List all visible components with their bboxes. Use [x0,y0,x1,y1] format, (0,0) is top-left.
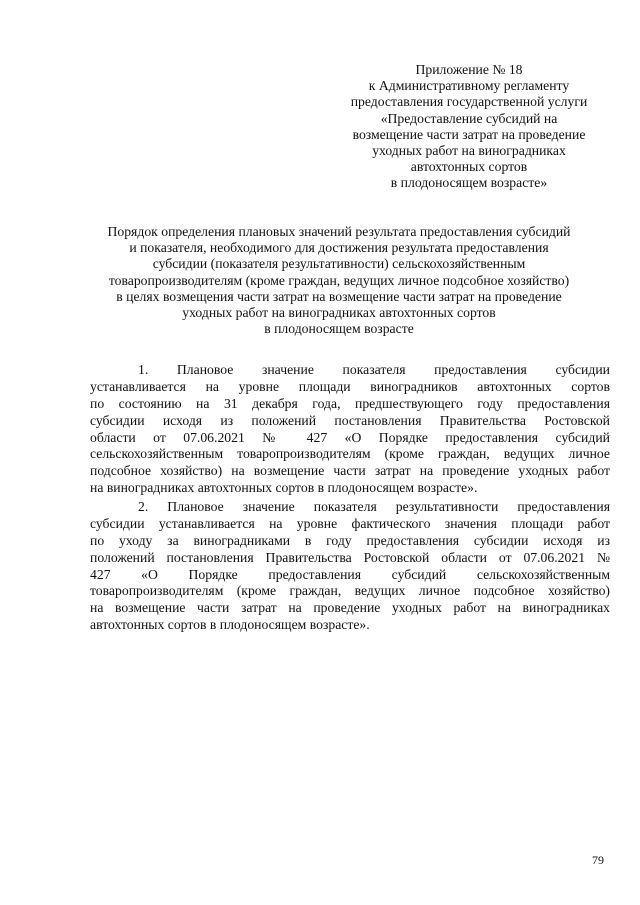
paragraph-line: автохтонных сортов в плодоносящем возрасте». [90,617,370,633]
title-line: в плодоносящем возрасте [264,321,414,337]
paragraph-line: 2. Плановое значение показателя результативности предоставления [138,499,610,514]
paragraph-line: положений постановления Правительства Ростовской области от 07.06.2021 № [90,549,610,565]
appendix-line: возмещение части затрат на проведение [352,126,586,142]
appendix-line: к Административному регламенту [368,78,570,94]
paragraph-line: подсобное хозяйство) на возмещение части затрат на проведение уходных работ [90,463,610,479]
title-line: субсидии (показателя результативности) сельскохозяйственным [152,256,526,272]
appendix-line: в плодоносящем возрасте» [390,175,548,191]
paragraph-line: на виноградниках автохтонных сортов в плодоносящем возрасте». [90,480,478,496]
paragraph-line: субсидии исходя из положений постановления Правительства Ростовской [90,412,610,428]
document-title [84,224,594,337]
paragraph-line: по уходу за виноградниками в году предоставления субсидии исходя из [90,532,610,548]
appendix-line: Приложение № 18 [415,62,523,77]
page-number: 79 [592,853,604,867]
paragraph-line: товаропроизводителям (кроме граждан, ведущих личное подсобное хозяйство) [90,583,610,599]
title-line: Порядок определения плановых значений результата предоставления субсидий [107,224,571,239]
paragraph-line: области от 07.06.2021 № 427 «О Порядке предоставления субсидий [90,429,610,445]
paragraph-line: сельскохозяйственным товаропроизводителям (кроме граждан, ведущих личное [90,446,610,462]
appendix-line: «Предоставление субсидий на [380,110,558,126]
title-line: и показателя, необходимого для достижения результата предоставления [129,240,549,256]
paragraph-line: устанавливается на уровне площади виноградников автохтонных сортов [90,378,610,394]
appendix-line: предоставления государственной услуги [350,94,588,110]
paragraph-line: 427 «О Порядке предоставления субсидий сельскохозяйственным [90,566,610,582]
title-line: уходных работ на виноградниках автохтонных сортов [182,305,496,321]
appendix-line: уходных работ на виноградниках [372,143,566,159]
title-line: в целях возмещения части затрат на возмещение части затрат на проведение [116,288,562,304]
title-line: товаропроизводителям (кроме граждан, ведущих личное подсобное хозяйство) [108,272,570,288]
paragraph-2 [90,499,610,634]
paragraph-line: по состоянию на 31 декабря года, предшествующего году предоставления [90,395,610,411]
appendix-header [330,62,608,192]
paragraph-line: субсидии устанавливается на уровне фактического значения площади работ [90,515,610,531]
paragraph-line: на возмещение части затрат на проведение уходных работ на виноградниках [90,600,610,616]
paragraph-1 [90,362,610,497]
appendix-line: автохтонных сортов [410,159,528,175]
paragraph-line: 1. Плановое значение показателя предоставления субсидии [138,362,610,377]
